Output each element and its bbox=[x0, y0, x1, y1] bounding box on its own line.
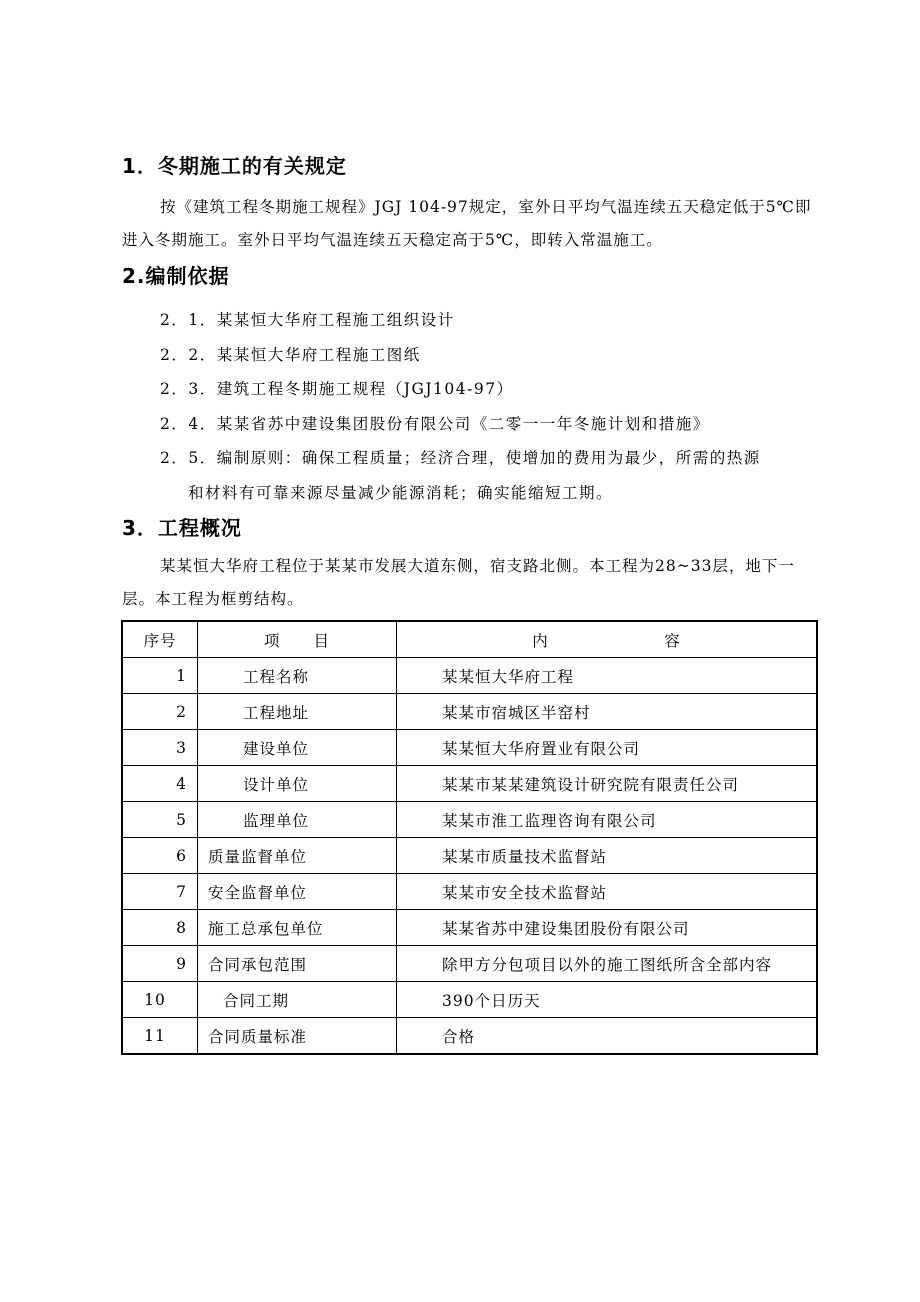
section-1-paragraph: 按《建筑工程冬期施工规程》JGJ 104-97规定，室外日平均气温连续五天稳定低于5℃即进入冬期施工。室外日平均气温连续五天稳定高于5℃，即转入常温施工。 bbox=[122, 198, 812, 249]
row-item: 合同工期 bbox=[198, 982, 397, 1018]
row-no: 5 bbox=[122, 802, 198, 838]
row-content: 某某市宿城区半窑村 bbox=[397, 694, 818, 730]
row-content: 某某省苏中建设集团股份有限公司 bbox=[397, 910, 818, 946]
row-no: 1 bbox=[122, 658, 198, 694]
row-content: 某某恒大华府工程 bbox=[397, 658, 818, 694]
basis-list bbox=[160, 303, 820, 510]
table-row bbox=[122, 1018, 817, 1055]
basis-item: 2．2．某某恒大华府工程施工图纸 bbox=[160, 345, 421, 364]
row-item: 工程名称 bbox=[198, 658, 397, 694]
section-3-heading: 3．工程概况 bbox=[122, 516, 242, 540]
row-no: 9 bbox=[122, 946, 198, 982]
row-content: 某某市安全技术监督站 bbox=[397, 874, 818, 910]
row-item: 合同承包范围 bbox=[198, 946, 397, 982]
basis-item-continuation-text: 和材料有可靠来源尽量减少能源消耗；确实能缩短工期。 bbox=[188, 483, 614, 502]
row-content: 某某市质量技术监督站 bbox=[397, 838, 818, 874]
row-content: 某某恒大华府置业有限公司 bbox=[397, 730, 818, 766]
table-row bbox=[122, 802, 817, 838]
table-row bbox=[122, 910, 817, 946]
row-content: 390个日历天 bbox=[397, 982, 818, 1018]
row-item: 施工总承包单位 bbox=[198, 910, 397, 946]
row-item: 安全监督单位 bbox=[198, 874, 397, 910]
basis-item-continuation bbox=[160, 476, 820, 511]
row-item: 工程地址 bbox=[198, 694, 397, 730]
basis-item: 2．5．编制原则：确保工程质量；经济合理，使增加的费用为最少，所需的热源 bbox=[160, 449, 761, 467]
row-item: 设计单位 bbox=[198, 766, 397, 802]
row-no: 6 bbox=[122, 838, 198, 874]
row-content: 某某市某某建筑设计研究院有限责任公司 bbox=[397, 766, 818, 802]
table-row bbox=[122, 946, 817, 982]
row-item: 监理单位 bbox=[198, 802, 397, 838]
row-no: 10 bbox=[122, 982, 198, 1018]
table-row bbox=[122, 982, 817, 1018]
row-no: 7 bbox=[122, 874, 198, 910]
row-content: 合格 bbox=[397, 1018, 818, 1055]
basis-item: 2．1．某某恒大华府工程施工组织设计 bbox=[160, 311, 455, 329]
header-content: 内 容 bbox=[397, 621, 818, 658]
row-no: 2 bbox=[122, 694, 198, 730]
section-3-paragraph: 某某恒大华府工程位于某某市发展大道东侧，宿支路北侧。本工程为28~33层，地下一层。本工程为框剪结构。 bbox=[122, 557, 795, 608]
project-info-table bbox=[121, 620, 818, 1055]
row-no: 3 bbox=[122, 730, 198, 766]
row-content: 某某市淮工监理咨询有限公司 bbox=[397, 802, 818, 838]
basis-item: 2．4．某某省苏中建设集团股份有限公司《二零一一年冬施计划和措施》 bbox=[160, 414, 710, 433]
row-no: 4 bbox=[122, 766, 198, 802]
row-item: 合同质量标准 bbox=[198, 1018, 397, 1055]
table-row bbox=[122, 874, 817, 910]
row-no: 11 bbox=[122, 1018, 198, 1055]
table-row bbox=[122, 694, 817, 730]
header-item: 项 目 bbox=[198, 621, 397, 658]
table-row bbox=[122, 730, 817, 766]
basis-item: 2．3．建筑工程冬期施工规程（JGJ104-97） bbox=[160, 380, 514, 398]
row-no: 8 bbox=[122, 910, 198, 946]
section-1-heading: 1．冬期施工的有关规定 bbox=[122, 154, 347, 178]
row-item: 建设单位 bbox=[198, 730, 397, 766]
table-row bbox=[122, 658, 817, 694]
section-2-heading: 2.编制依据 bbox=[122, 264, 230, 288]
header-no: 序号 bbox=[122, 621, 198, 658]
row-item: 质量监督单位 bbox=[198, 838, 397, 874]
table-row bbox=[122, 838, 817, 874]
row-content: 除甲方分包项目以外的施工图纸所含全部内容 bbox=[397, 946, 818, 982]
table-header-row bbox=[122, 621, 817, 658]
table-row bbox=[122, 766, 817, 802]
